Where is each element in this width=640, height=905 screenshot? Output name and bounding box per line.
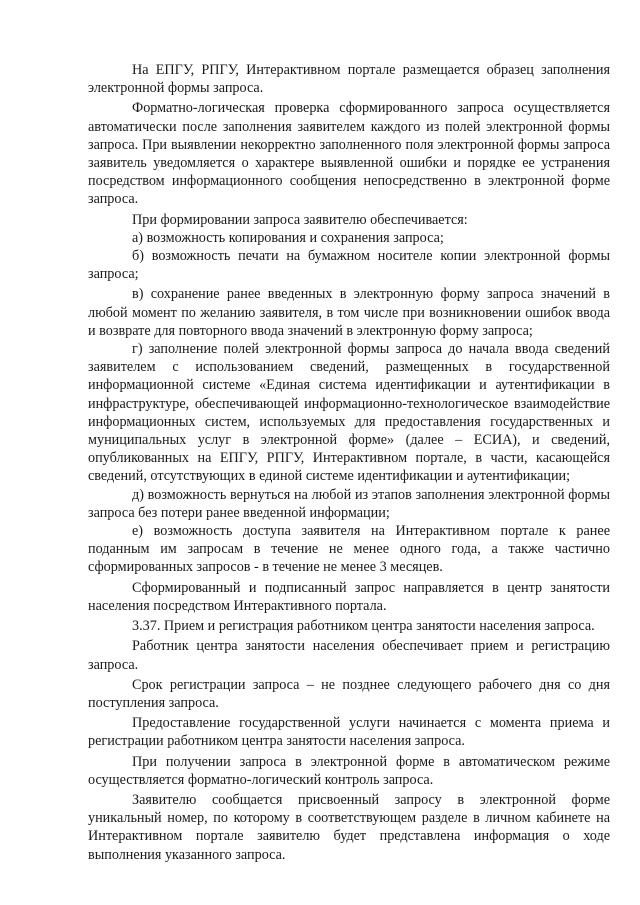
- paragraph-sample-form: На ЕПГУ, РПГУ, Интерактивном портале размещается образец заполнения электронной формы запроса.: [88, 62, 610, 97]
- paragraph-provided-list-intro: При формировании запроса заявителю обеспечивается:: [132, 211, 468, 228]
- list-item-b: б) возможность печати на бумажном носителе копии электронной формы запроса;: [88, 248, 610, 283]
- paragraph-auto-control: При получении запроса в электронной форме в автоматическом режиме осуществляется форматно-логический контроль запроса.: [88, 753, 610, 788]
- list-item-d: д) возможность вернуться на любой из этапов заполнения электронной формы запроса без потери ранее введенной информации;: [88, 486, 610, 521]
- paragraph-unique-number: Заявителю сообщается присвоенный запросу в электронной форме уникальный номер, по которому в соответствующем разделе в личном кабинете на Интерактивном портале заявителю будет представлена информация о ходе выполнения указанного запроса.: [88, 791, 610, 863]
- paragraph-format-check: Форматно-логическая проверка сформированного запроса осуществляется автоматически после заполнения заявителем каждого из полей электронной формы запроса. При выявлении некорректно заполненного поля электронной формы запроса заявитель уведомляется о характере выявленной ошибки и порядке ее устранения посредством информационного сообщения непосредственно в электронной форме запроса.: [88, 100, 610, 208]
- list-item-v: в) сохранение ранее введенных в электронную форму запроса значений в любой момент по желанию заявителя, в том числе при возникновении ошибок ввода и возврате для повторного ввода значений в электронную форму запроса;: [88, 286, 610, 339]
- section-heading-3-37: 3.37. Прием и регистрация работником центра занятости населения запроса.: [132, 618, 595, 635]
- document-page: [88, 61, 610, 864]
- list-item-g: г) заполнение полей электронной формы запроса до начала ввода сведений заявителем с использованием сведений, размещенных в государственной информационной системе «Единая система идентификации и аутентификации в инфраструктуре, обеспечивающей информационно-технологическое взаимодействие информационных систем, используемых для предоставления государственных и муниципальных услуг в электронной форме» (далее – ЕСИА), и сведений, опубликованных на ЕПГУ, РПГУ, Интерактивном портале, в части, касающейся сведений, отсутствующих в единой системе идентификации и аутентификации;: [88, 341, 610, 485]
- paragraph-worker-registration: Работник центра занятости населения обеспечивает прием и регистрацию запроса.: [88, 638, 610, 673]
- list-item-e: е) возможность доступа заявителя на Интерактивном портале к ранее поданным им запросам в течение не менее одного года, а также частично сформированных запросов - в течение не менее 3 месяцев.: [88, 523, 610, 576]
- paragraph-registration-term: Срок регистрации запроса – не позднее следующего рабочего дня со дня поступления запроса.: [88, 676, 610, 711]
- paragraph-request-sent: Сформированный и подписанный запрос направляется в центр занятости населения посредством Интерактивного портала.: [88, 579, 610, 614]
- list-item-a: а) возможность копирования и сохранения запроса;: [132, 229, 444, 246]
- paragraph-service-start: Предоставление государственной услуги начинается с момента приема и регистрации работником центра занятости населения запроса.: [88, 715, 610, 750]
